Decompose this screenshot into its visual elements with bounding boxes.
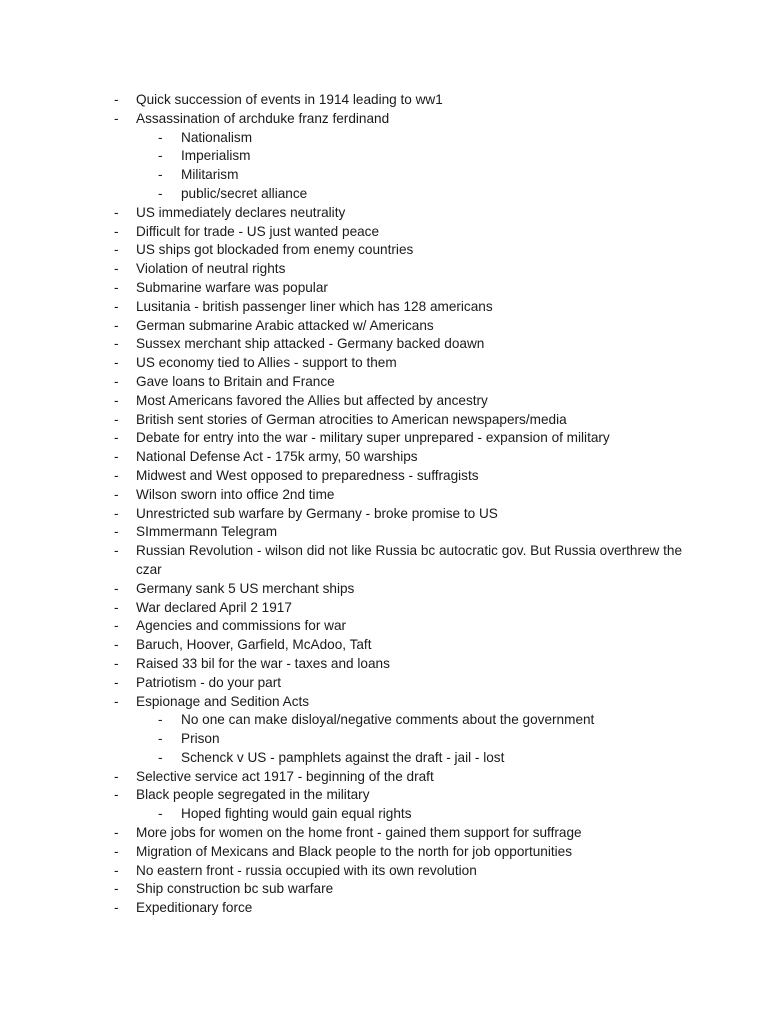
list-item-text: Black people segregated in the military (136, 787, 370, 803)
list-item (110, 655, 690, 674)
list-item (110, 110, 690, 129)
sub-list-item (110, 730, 690, 749)
list-item (110, 899, 690, 918)
list-item-text: Quick succession of events in 1914 leading to ww1 (136, 92, 443, 107)
list-item-text: Lusitania - british passenger liner which has 128 americans (136, 298, 493, 314)
list-item-text: National Defense Act - 175k army, 50 warships (136, 449, 418, 465)
bullet-dash: - (114, 467, 119, 483)
list-item-text: Most Americans favored the Allies but affected by ancestry (136, 392, 488, 408)
bullet-dash: - (114, 336, 119, 352)
bullet-dash: - (158, 148, 163, 164)
list-item-text: Midwest and West opposed to preparedness - suffragists (136, 467, 479, 483)
list-item (110, 429, 690, 448)
bullet-dash: - (114, 486, 119, 502)
list-item (110, 317, 690, 336)
list-item (110, 786, 690, 805)
list-item-text: Nationalism (181, 129, 253, 145)
list-item-text: Debate for entry into the war - military super unprepared - expansion of military (136, 430, 610, 446)
list-item (110, 599, 690, 618)
bullet-dash: - (114, 543, 119, 559)
list-item-text: Baruch, Hoover, Garfield, McAdoo, Taft (136, 637, 372, 653)
bullet-dash: - (114, 279, 119, 295)
list-item-text: Patriotism - do your part (136, 674, 282, 690)
list-item (110, 542, 690, 580)
list-item-text: Agencies and commissions for war (136, 618, 347, 634)
bullet-dash: - (114, 637, 119, 653)
list-item (110, 467, 690, 486)
list-item-text: No eastern front - russia occupied with its own revolution (136, 862, 477, 878)
list-item-text: US immediately declares neutrality (136, 204, 346, 220)
bullet-dash: - (114, 862, 119, 878)
list-item-text: No one can make disloyal/negative comments about the government (181, 712, 595, 728)
list-item-text: SImmermann Telegram (136, 524, 278, 540)
bullet-dash: - (158, 806, 163, 822)
bullet-dash: - (114, 392, 119, 408)
list-item-text: US ships got blockaded from enemy countries (136, 242, 414, 258)
list-item (110, 279, 690, 298)
list-item (110, 617, 690, 636)
bullet-dash: - (114, 204, 119, 220)
list-item (110, 260, 690, 279)
list-item (110, 636, 690, 655)
list-item-text: Wilson sworn into office 2nd time (136, 486, 335, 502)
sub-list-item (110, 711, 690, 730)
list-item-text: Imperialism (181, 148, 251, 164)
list-item-text: German submarine Arabic attacked w/ Americans (136, 317, 434, 333)
list-item-text: Sussex merchant ship attacked - Germany backed doawn (136, 336, 485, 352)
bullet-dash: - (114, 317, 119, 333)
list-item (110, 768, 690, 787)
bullet-dash: - (114, 599, 119, 615)
list-item (110, 298, 690, 317)
bullet-dash: - (114, 843, 119, 859)
bullet-dash: - (114, 242, 119, 258)
bullet-dash: - (114, 92, 119, 107)
sub-list-item (110, 805, 690, 824)
bullet-dash: - (114, 580, 119, 596)
list-item-text: War declared April 2 1917 (136, 599, 292, 615)
list-item (110, 580, 690, 599)
bullet-dash: - (114, 900, 119, 916)
bullet-dash: - (114, 261, 119, 277)
bullet-dash: - (114, 373, 119, 389)
bullet-dash: - (114, 881, 119, 897)
bullet-dash: - (114, 693, 119, 709)
list-item (110, 486, 690, 505)
sub-list-item (110, 166, 690, 185)
bullet-dash: - (114, 110, 119, 126)
bullet-dash: - (158, 749, 163, 765)
list-item (110, 523, 690, 542)
bullet-dash: - (114, 674, 119, 690)
list-item (110, 880, 690, 899)
list-item-text: Migration of Mexicans and Black people to the north for job opportunities (136, 843, 573, 859)
list-item-text: Assassination of archduke franz ferdinand (136, 110, 390, 126)
list-item-text: Raised 33 bil for the war - taxes and loans (136, 655, 390, 671)
list-item (110, 448, 690, 467)
list-item-text: Difficult for trade - US just wanted peace (136, 223, 380, 239)
list-item-text: Expeditionary force (136, 900, 253, 916)
list-item-text: Gave loans to Britain and France (136, 373, 335, 389)
list-item-text: Selective service act 1917 - beginning of the draft (136, 768, 434, 784)
bullet-dash: - (114, 411, 119, 427)
bullet-dash: - (114, 618, 119, 634)
list-item-text: Prison (181, 731, 220, 747)
bullet-dash: - (114, 505, 119, 521)
notes-list (110, 91, 690, 918)
bullet-dash: - (114, 768, 119, 784)
bullet-dash: - (114, 655, 119, 671)
bullet-dash: - (114, 223, 119, 239)
sub-list-item (110, 147, 690, 166)
list-item-text: Hoped fighting would gain equal rights (181, 806, 412, 822)
list-item (110, 392, 690, 411)
list-item (110, 693, 690, 712)
list-item (110, 354, 690, 373)
sub-list-item (110, 129, 690, 148)
bullet-dash: - (158, 129, 163, 145)
bullet-dash: - (114, 430, 119, 446)
list-item-text: British sent stories of German atrocities to American newspapers/media (136, 411, 567, 427)
list-item (110, 843, 690, 862)
sub-list-item (110, 185, 690, 204)
list-item (110, 411, 690, 430)
sub-list-item (110, 749, 690, 768)
list-item (110, 335, 690, 354)
list-item (110, 241, 690, 260)
list-item (110, 824, 690, 843)
list-item (110, 204, 690, 223)
list-item-text: Unrestricted sub warfare by Germany - broke promise to US (136, 505, 498, 521)
list-item-text: Russian Revolution - wilson did not like Russia bc autocratic gov. But Russia overthrew the czar (136, 543, 683, 577)
bullet-dash: - (114, 825, 119, 841)
list-item-text: public/secret alliance (181, 185, 308, 201)
list-item-text: Germany sank 5 US merchant ships (136, 580, 355, 596)
bullet-dash: - (158, 185, 163, 201)
bullet-dash: - (114, 298, 119, 314)
list-item-text: US economy tied to Allies - support to them (136, 355, 397, 371)
list-item (110, 505, 690, 524)
list-item-text: Ship construction bc sub warfare (136, 881, 334, 897)
list-item (110, 674, 690, 693)
bullet-dash: - (114, 355, 119, 371)
list-item-text: Militarism (181, 167, 239, 183)
list-item-text: More jobs for women on the home front - gained them support for suffrage (136, 825, 582, 841)
list-item (110, 223, 690, 242)
list-item (110, 862, 690, 881)
list-item-text: Submarine warfare was popular (136, 279, 328, 295)
list-item (110, 91, 690, 110)
bullet-dash: - (114, 524, 119, 540)
list-item (110, 373, 690, 392)
bullet-dash: - (114, 787, 119, 803)
bullet-dash: - (158, 712, 163, 728)
bullet-dash: - (158, 731, 163, 747)
bullet-dash: - (158, 167, 163, 183)
list-item-text: Espionage and Sedition Acts (136, 693, 310, 709)
list-item-text: Schenck v US - pamphlets against the draft - jail - lost (181, 749, 505, 765)
bullet-dash: - (114, 449, 119, 465)
list-item-text: Violation of neutral rights (136, 261, 286, 277)
